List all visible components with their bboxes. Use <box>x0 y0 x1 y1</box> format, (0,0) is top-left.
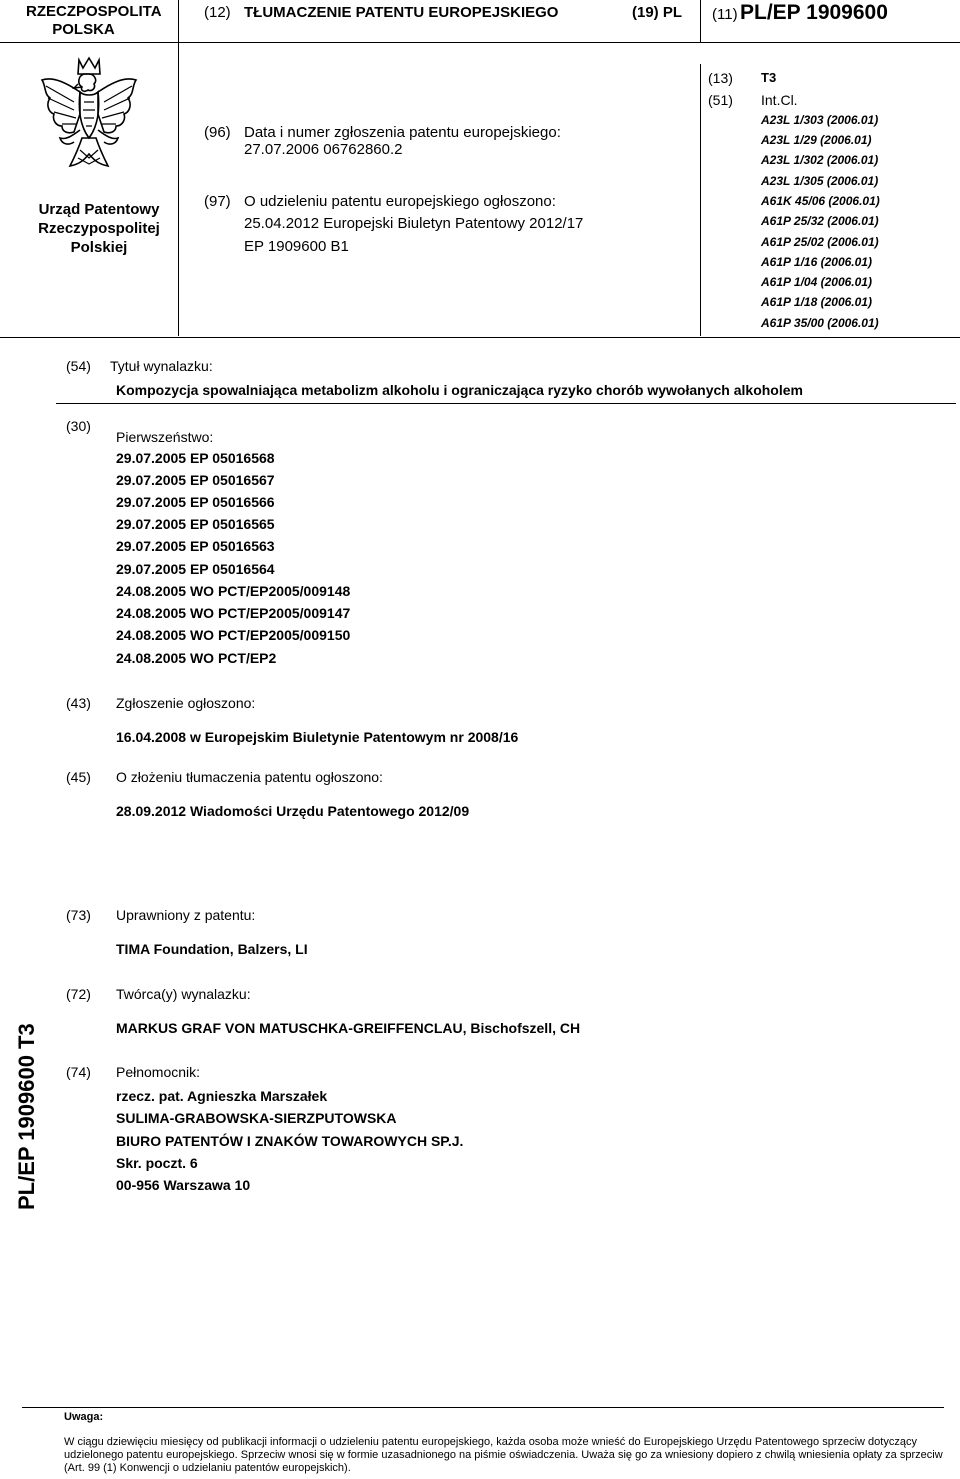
intcl-entry: A61P 1/16 (2006.01) <box>761 255 872 269</box>
priority-entry: 24.08.2005 WO PCT/EP2 <box>116 650 277 666</box>
priority-entry: 24.08.2005 WO PCT/EP2005/009150 <box>116 627 351 643</box>
priority-label: Pierwszeństwo: <box>116 429 214 445</box>
document-kind: T3 <box>761 70 777 85</box>
notice-divider <box>22 1407 944 1408</box>
intcl-entry: A61P 1/18 (2006.01) <box>761 295 872 309</box>
filing-value: 27.07.2006 06762860.2 <box>244 141 403 158</box>
office-name-line-3: Polskiej <box>70 239 128 256</box>
attorney-line: SULIMA-GRABOWSKA-SIERZPUTOWSKA <box>116 1110 397 1126</box>
proprietor-value: TIMA Foundation, Balzers, LI <box>116 941 308 957</box>
sidebar-patent-label: PL/EP 1909600 T3 <box>14 1023 39 1210</box>
attorney-line: 00-956 Warszawa 10 <box>116 1177 251 1193</box>
grant-value-line-2: EP 1909600 B1 <box>244 238 349 255</box>
country-line-1: RZECZPOSPOLITA <box>26 3 162 20</box>
intcl-entry: A61K 45/06 (2006.01) <box>761 194 880 208</box>
code-45: (45) <box>66 769 91 785</box>
attorney-line: rzecz. pat. Agnieszka Marszałek <box>116 1088 328 1104</box>
code-96: (96) <box>204 124 231 141</box>
priority-entry: 29.07.2005 EP 05016566 <box>116 494 275 510</box>
application-pub-label: Zgłoszenie ogłoszono: <box>116 695 256 711</box>
attorney-line: Skr. poczt. 6 <box>116 1155 198 1171</box>
intcl-entry: A61P 25/02 (2006.01) <box>761 235 879 249</box>
priority-entry: 24.08.2005 WO PCT/EP2005/009148 <box>116 583 351 599</box>
country-name <box>26 3 162 39</box>
priority-entry: 29.07.2005 EP 05016563 <box>116 538 275 554</box>
invention-title: Kompozycja spowalniająca metabolizm alkoholu i ograniczająca ryzyko chorób wywołanych alkoholem <box>116 382 803 398</box>
priority-entry: 29.07.2005 EP 05016565 <box>116 516 275 532</box>
intcl-entry: A61P 35/00 (2006.01) <box>761 316 879 330</box>
code-74: (74) <box>66 1064 91 1080</box>
title-label: Tytuł wynalazku: <box>110 358 213 374</box>
code-54: (54) <box>66 358 91 374</box>
proprietor-label: Uprawniony z patentu: <box>116 907 256 923</box>
header-right-divider <box>700 0 701 42</box>
code-11: (11) <box>712 6 738 23</box>
grant-value-line-1: 25.04.2012 Europejski Biuletyn Patentowy 2012/17 <box>244 215 584 232</box>
attorney-label: Pełnomocnik: <box>116 1064 201 1080</box>
office-column-divider <box>178 0 179 336</box>
header-divider <box>0 42 960 43</box>
polish-eagle-emblem <box>34 54 144 174</box>
code-13: (13) <box>708 70 733 86</box>
inventor-value: MARKUS GRAF VON MATUSCHKA-GREIFFENCLAU, Bischofszell, CH <box>116 1020 581 1036</box>
notice-text: W ciągu dziewięciu miesięcy od publikacji informacji o udzieleniu patentu europejskiego, każda osoba może wnieść do Europejskiego Urzędu Patentowego sprzeciw dotyczący udzielonego patentu europejskiego. Sprzeciw wnosi się w formie uzasadnionego na piśmie oświadczenia. Uważa się go za wniesiony dopiero z chwilą wniesienia opłaty za sprzeciw (Art. 99 (1) Konwencji o udzielaniu patentów europejskich). <box>64 1436 943 1474</box>
translation-pub-label: O złożeniu tłumaczenia patentu ogłoszono: <box>116 769 383 785</box>
code-19: (19) PL <box>632 4 683 21</box>
title-divider <box>56 403 956 404</box>
intcl-entry: A61P 1/04 (2006.01) <box>761 275 872 289</box>
document-type: TŁUMACZENIE PATENTU EUROPEJSKIEGO <box>244 4 559 21</box>
intcl-label: Int.Cl. <box>761 92 798 108</box>
code-43: (43) <box>66 695 91 711</box>
attorney-line: BIURO PATENTÓW I ZNAKÓW TOWAROWYCH SP.J. <box>116 1133 464 1149</box>
priority-entry: 29.07.2005 EP 05016567 <box>116 472 275 488</box>
office-name-line-1: Urząd Patentowy <box>38 201 160 218</box>
priority-entry: 24.08.2005 WO PCT/EP2005/009147 <box>116 605 351 621</box>
country-line-2: POLSKA <box>52 21 115 38</box>
intcl-entry: A23L 1/29 (2006.01) <box>761 133 872 147</box>
classification-divider <box>700 64 701 336</box>
office-name-line-2: Rzeczypospolitej <box>38 220 160 237</box>
eagle-icon <box>34 54 144 174</box>
translation-pub-value: 28.09.2012 Wiadomości Urzędu Patentowego 2012/09 <box>116 803 470 819</box>
code-51: (51) <box>708 92 733 108</box>
grant-label: O udzieleniu patentu europejskiego ogłoszono: <box>244 193 556 210</box>
top-section-divider <box>0 337 960 338</box>
code-30: (30) <box>66 418 91 434</box>
priority-entry: 29.07.2005 EP 05016564 <box>116 561 275 577</box>
code-72: (72) <box>66 986 91 1002</box>
filing-label: Data i numer zgłoszenia patentu europejskiego: <box>244 124 561 141</box>
priority-entry: 29.07.2005 EP 05016568 <box>116 450 275 466</box>
intcl-entry: A23L 1/305 (2006.01) <box>761 174 879 188</box>
code-12: (12) <box>204 4 231 21</box>
notice-label: Uwaga: <box>64 1411 104 1423</box>
intcl-entry: A23L 1/303 (2006.01) <box>761 113 879 127</box>
patent-number: PL/EP 1909600 <box>740 1 888 24</box>
office-name <box>24 200 174 257</box>
code-73: (73) <box>66 907 91 923</box>
inventor-label: Twórca(y) wynalazku: <box>116 986 251 1002</box>
application-pub-value: 16.04.2008 w Europejskim Biuletynie Patentowym nr 2008/16 <box>116 729 519 745</box>
code-97: (97) <box>204 193 231 210</box>
intcl-entry: A23L 1/302 (2006.01) <box>761 153 879 167</box>
intcl-entry: A61P 25/32 (2006.01) <box>761 214 879 228</box>
